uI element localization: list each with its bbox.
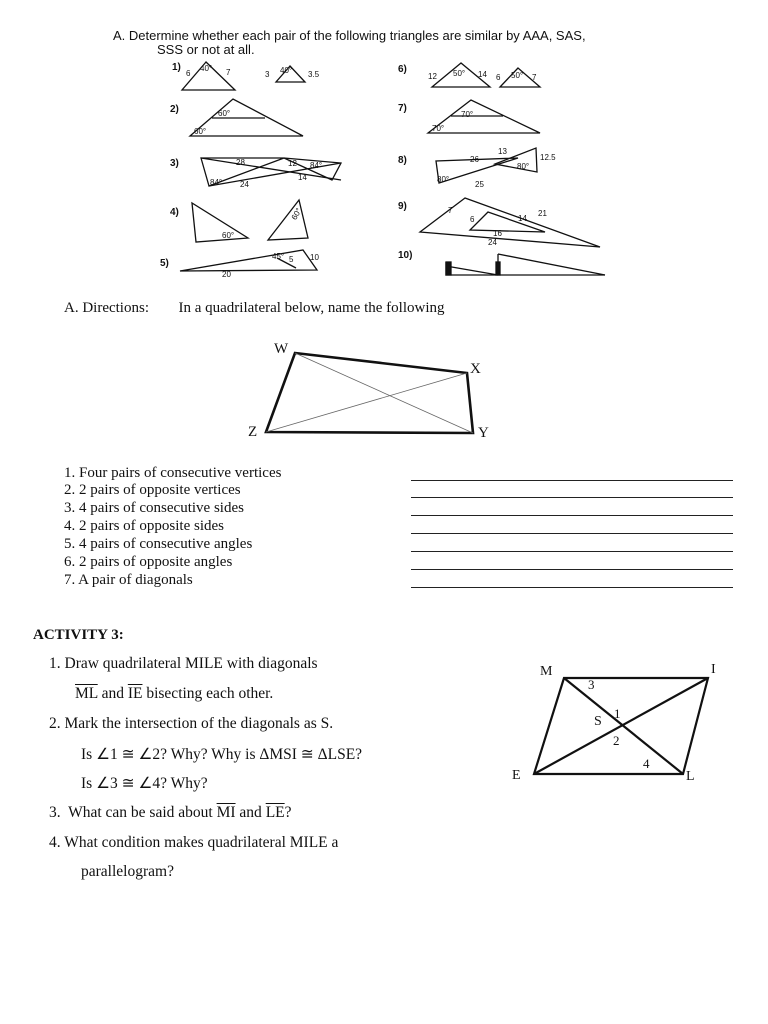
activity3-q1-line1: 1. Draw quadrilateral MILE with diagonals <box>49 655 318 672</box>
label-2-angle-a: 60° <box>218 109 231 118</box>
list-item: 5. 4 pairs of consecutive angles <box>64 536 253 552</box>
section-a-title-line2: SSS or not at all. <box>157 42 255 57</box>
label-8-angle-b: 80° <box>437 175 450 184</box>
directions-text: In a quadrilateral below, name the following <box>178 300 445 316</box>
label-1a-side2: 7 <box>226 68 231 77</box>
label-5-20: 20 <box>222 270 231 279</box>
activity3-q4-line2: parallelogram? <box>81 863 174 880</box>
pair-number-5: 5) <box>160 258 169 269</box>
pair-number-10: 10) <box>398 250 413 261</box>
label-4-angle-b: 60° <box>289 206 304 222</box>
activity3-q4-line1: 4. What condition makes quadrilateral MILE a <box>49 834 339 851</box>
list-item: 4. 2 pairs of opposite sides <box>64 518 224 534</box>
label-3-28: 28 <box>236 158 245 167</box>
label-8-12.5: 12.5 <box>540 153 556 162</box>
label-1b-angle: 40° <box>280 66 293 75</box>
q1-and: and <box>97 685 128 702</box>
pair-number-4: 4) <box>170 207 179 218</box>
label-5-angle: 45° <box>272 252 285 261</box>
diagonal-ml <box>564 678 683 774</box>
label-3-84a: 84° <box>310 161 323 170</box>
label-1a-side: 6 <box>186 69 191 78</box>
label-9-24: 24 <box>488 238 497 247</box>
vertex-x-label: X <box>470 361 481 377</box>
label-3-84b: 84° <box>210 178 223 187</box>
label-8-13: 13 <box>498 147 507 156</box>
segment-le: $\overline{LE}$ <box>265 804 285 821</box>
label-8-26: 26 <box>470 155 479 164</box>
list-item: 3. 4 pairs of consecutive sides <box>64 500 244 516</box>
label-3-14: 14 <box>298 173 307 182</box>
label-5-5: 5 <box>289 255 294 264</box>
label-7-angle-a: 70° <box>461 110 474 119</box>
label-1a-angle: 40° <box>200 64 213 73</box>
section-a-title-line1: A. Determine whether each pair of the following triangles are similar by AAA, SAS, <box>113 28 586 43</box>
vertex-e-label: E <box>512 768 521 783</box>
label-1b-side2: 3.5 <box>308 70 320 79</box>
q3-pre: 3. What can be said about <box>49 804 217 821</box>
angle-4-label: 4 <box>643 756 650 771</box>
label-1b-side: 3 <box>265 70 270 79</box>
vertex-m-label: M <box>540 664 553 679</box>
label-9-7: 7 <box>448 206 453 215</box>
q3-end: ? <box>284 804 292 821</box>
list-item: 6. 2 pairs of opposite angles <box>64 554 233 570</box>
pair-number-2: 2) <box>170 104 179 115</box>
pair-number-6: 6) <box>398 64 407 75</box>
activity3-heading: ACTIVITY 3: <box>33 627 124 643</box>
pair-number-7: 7) <box>398 103 407 114</box>
label-9-16: 16 <box>493 229 502 238</box>
label-6a-14: 14 <box>478 70 487 79</box>
angle-3-label: 3 <box>588 677 595 692</box>
q1-tail: bisecting each other. <box>142 685 274 702</box>
angle-1-label: 1 <box>614 706 621 721</box>
activity3-q2-line1: 2. Mark the intersection of the diagonals as S. <box>49 715 334 732</box>
vertex-z-label: Z <box>248 424 258 440</box>
segment-ie: $\overline{IE}$ <box>127 685 143 702</box>
label-9-21: 21 <box>538 209 547 218</box>
list-item: 1. Four pairs of consecutive vertices <box>64 465 282 481</box>
label-9-14: 14 <box>518 214 527 223</box>
pair-number-1: 1) <box>172 62 181 73</box>
segment-mi: $\overline{MI}$ <box>216 804 236 821</box>
label-3-12: 12 <box>288 159 297 168</box>
label-9-6: 6 <box>470 215 475 224</box>
label-8-angle-a: 80° <box>517 162 530 171</box>
label-6b-angle: 50° <box>511 71 524 80</box>
label-4-angle-a: 60° <box>222 231 235 240</box>
angle-2-label: 2 <box>613 733 620 748</box>
vertex-i-label: I <box>711 662 716 677</box>
activity3-q3 <box>49 804 292 822</box>
label-6b-6: 6 <box>496 73 501 82</box>
label-6a-12: 12 <box>428 72 437 81</box>
q3-and: and <box>235 804 266 821</box>
list-item: 2. 2 pairs of opposite vertices <box>64 482 241 498</box>
directions-prefix: A. Directions: <box>64 300 149 316</box>
intersection-s-label: S <box>594 714 602 729</box>
label-6a-angle: 50° <box>453 69 466 78</box>
pair-number-9: 9) <box>398 201 407 212</box>
vertex-w-label: W <box>274 341 289 357</box>
label-3-24: 24 <box>240 180 249 189</box>
pair-number-8: 8) <box>398 155 407 166</box>
label-6b-7: 7 <box>532 73 537 82</box>
label-2-angle-b: 60° <box>194 127 207 136</box>
label-5-10: 10 <box>310 253 319 262</box>
list-item: 7. A pair of diagonals <box>64 572 193 588</box>
activity3-q2-line3: Is ∠3 ≅ ∠4? Why? <box>81 775 208 792</box>
vertex-l-label: L <box>686 769 695 784</box>
label-7-angle-b: 70° <box>432 124 445 133</box>
segment-ml: $\overline{ML}$ <box>75 685 98 702</box>
activity3-q2-line2: Is ∠1 ≅ ∠2? Why? Why is ΔMSI ≅ ΔLSE? <box>81 746 363 763</box>
pair-number-3: 3) <box>170 158 179 169</box>
label-8-25: 25 <box>475 180 484 189</box>
vertex-y-label: Y <box>478 425 489 441</box>
